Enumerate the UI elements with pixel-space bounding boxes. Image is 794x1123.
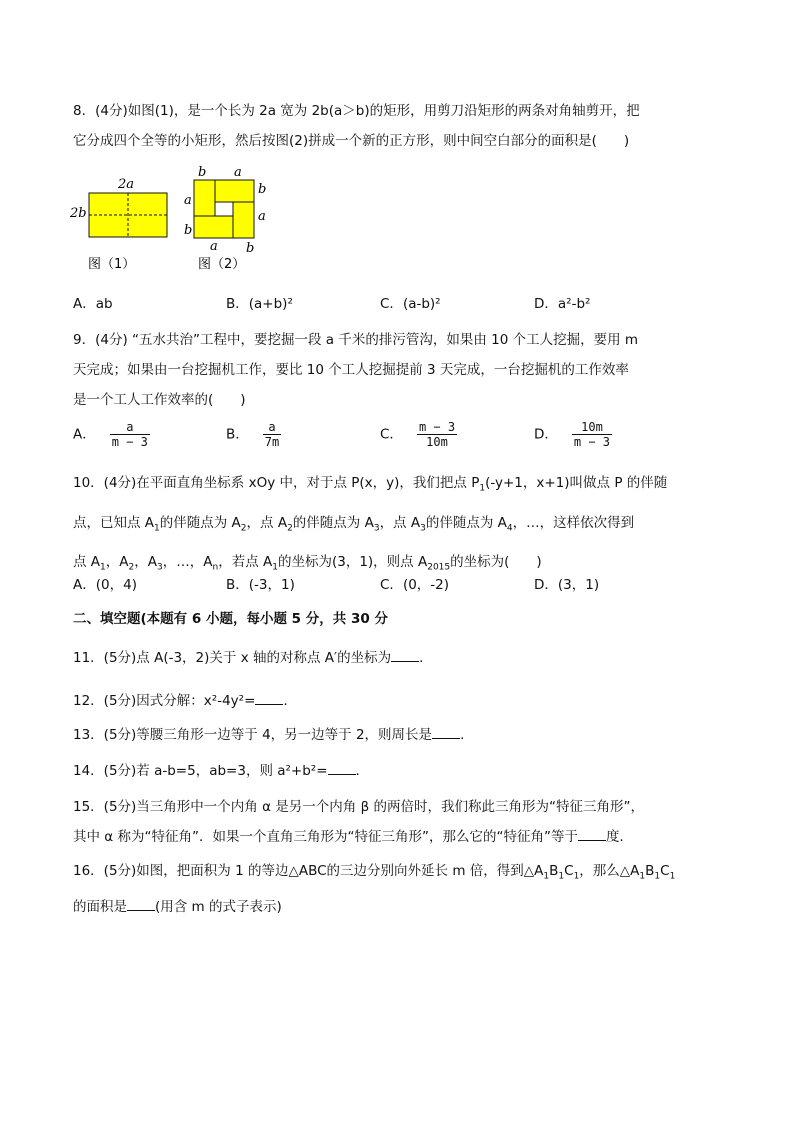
- q8-line2: 它分成四个全等的小矩形，然后按图(2)拼成一个新的正方形，则中间空白部分的面积是( ): [73, 133, 630, 149]
- q9-option-a[interactable]: [73, 420, 150, 449]
- fraction: [572, 420, 612, 449]
- numerator: a: [110, 420, 150, 435]
- question-16: [73, 856, 733, 922]
- option-text: (0，-2): [402, 577, 450, 593]
- answer-blank[interactable]: [328, 760, 356, 775]
- q9-option-c[interactable]: [380, 420, 457, 449]
- option-text: (0，4): [95, 577, 137, 593]
- fig2-label-b-bottom: b: [246, 241, 255, 256]
- option-letter: B．: [226, 577, 249, 593]
- fig2-label-a-right: a: [258, 209, 266, 224]
- question-11: [73, 643, 733, 673]
- q10-line3: 点 $A_1$，$A_2$，$A_3$，…，$A_n$，若点 $A_1$的坐标为(3，1)，则点 $A_{2015}$的坐标为( ): [73, 554, 542, 574]
- option-text: ab: [95, 296, 113, 312]
- option-letter: B．: [226, 296, 249, 312]
- question-8: [73, 96, 733, 156]
- option-text: (-3，1): [248, 577, 295, 593]
- q9-options: [73, 418, 733, 456]
- fig2-caption: 图（2）: [198, 257, 246, 272]
- q14-end: .: [355, 763, 360, 779]
- q11-text: 11．(5分)点 A(-3，2)关于 x 轴的对称点 A′的坐标为: [73, 650, 392, 666]
- denominator: m − 3: [573, 435, 611, 449]
- q10-option-b[interactable]: [226, 573, 295, 593]
- numerator: 10m: [572, 420, 612, 435]
- q10-option-d[interactable]: [534, 573, 599, 593]
- fig2-label-a-left: a: [184, 193, 192, 208]
- answer-blank[interactable]: [255, 690, 283, 705]
- fig2-label-b-left: b: [184, 223, 193, 238]
- fig2-label-b-right: b: [258, 182, 267, 197]
- q9-option-d[interactable]: [534, 420, 612, 449]
- q8-options: [73, 292, 733, 318]
- fig1-side-label: 2b: [70, 206, 87, 221]
- option-text: (3，1): [557, 577, 600, 593]
- q13-end: .: [460, 727, 465, 743]
- answer-blank[interactable]: [432, 724, 460, 739]
- q16-line1: 16．(5分)如图，把面积为 1 的等边△ABC的三边分别向外延长 m 倍，得到$\triangle A_1B_1C_1$，那么$\triangle A_1B_1C_1$: [73, 863, 676, 882]
- answer-blank[interactable]: [391, 647, 419, 662]
- answer-blank[interactable]: [127, 896, 155, 911]
- q8-option-b[interactable]: [226, 292, 293, 312]
- option-letter: B．: [226, 426, 249, 443]
- question-9: [73, 325, 733, 415]
- figure-1: [68, 172, 178, 280]
- denominator: m − 3: [111, 435, 148, 449]
- option-letter: C．: [380, 577, 403, 593]
- question-10: [73, 466, 733, 585]
- fraction: [417, 420, 457, 449]
- denominator: 7m: [264, 435, 280, 449]
- q8-option-c[interactable]: [380, 292, 441, 312]
- option-letter: C．: [380, 426, 403, 443]
- numerator: m − 3: [418, 420, 456, 434]
- fig2-center-hole: [215, 202, 233, 216]
- answer-blank[interactable]: [578, 826, 606, 841]
- q9-line1: 9．(4分) “五水共治”工程中，要挖掘一段 a 千米的排污管沟，如果由 10 个工人挖掘，要用 m: [73, 332, 639, 348]
- question-12: [73, 686, 733, 716]
- fig1-caption: 图（1）: [88, 257, 136, 272]
- q15-line2: 其中 α 称为“特征角”．如果一个直角三角形为“特征三角形”，那么它的“特征角”等于 度．: [73, 822, 733, 852]
- question-14: [73, 756, 733, 786]
- option-letter: D．: [534, 296, 558, 312]
- q9-option-b[interactable]: [226, 420, 281, 449]
- q10-line2: 点，已知点 $A_1$的伴随点为 $A_2$，点 $A_2$的伴随点为 $A_3$，点 $A_3$的伴随点为 $A_4$，…，这样依次得到: [73, 514, 635, 534]
- fraction: [110, 420, 150, 449]
- option-letter: D．: [534, 426, 558, 443]
- q8-option-d[interactable]: [534, 292, 590, 312]
- q12-end: .: [283, 693, 288, 709]
- q11-end: .: [419, 650, 424, 666]
- q15-line1: 15．(5分)当三角形中一个内角 α 是另一个内角 β 的两倍时，我们称此三角形为“特征三角形”，: [73, 799, 644, 815]
- q10-line1: 10．(4分)在平面直角坐标系 xOy 中，对于点 P(x，y)，我们把点 $P_1(-y+1$，x+1)叫做点 P 的伴随: [73, 475, 668, 494]
- option-letter: A．: [73, 577, 96, 593]
- q10-options: [73, 573, 733, 599]
- q9-line2: 天完成；如果由一台挖掘机工作，要比 10 个工人挖掘提前 3 天完成，一台挖掘机的工作效率: [73, 362, 629, 378]
- option-letter: A．: [73, 296, 96, 312]
- q10-option-c[interactable]: [380, 573, 449, 593]
- fig2-label-a-bottom: a: [210, 239, 218, 254]
- option-letter: C．: [380, 296, 403, 312]
- option-letter: A．: [73, 426, 96, 443]
- denominator: 10m: [426, 435, 448, 449]
- fig2-label-b-top: b: [198, 165, 207, 180]
- section-heading-fill-in: 二、填空题(本题有 6 小题，每小题 5 分，共 30 分: [73, 611, 388, 627]
- numerator: a: [263, 420, 281, 435]
- q8-option-a[interactable]: [73, 292, 113, 312]
- fig2-label-a-top: a: [234, 165, 242, 180]
- option-text: (a+b)²: [248, 296, 293, 312]
- q8-line1: 8．(4分)如图(1)，是一个长为 2a 宽为 2b(a＞b)的矩形，用剪刀沿矩形的两条对角轴剪开，把: [73, 103, 640, 119]
- option-letter: D．: [534, 577, 558, 593]
- q13-text: 13．(5分)等腰三角形一边等于 4，另一边等于 2，则周长是: [73, 727, 433, 743]
- q12-text: 12．(5分)因式分解：x²-4y²=: [73, 693, 256, 709]
- fig1-top-label: 2a: [118, 177, 135, 192]
- option-text: a²-b²: [557, 296, 591, 312]
- q10-option-a[interactable]: [73, 573, 137, 593]
- q9-line3: 是一个工人工作效率的( ): [73, 392, 246, 408]
- question-15: [73, 792, 733, 852]
- q14-text: 14．(5分)若 a-b=5，ab=3，则 a²+b²=: [73, 763, 328, 779]
- question-13: [73, 720, 733, 750]
- figure-2: [180, 162, 280, 280]
- fraction: [263, 420, 281, 449]
- option-text: (a-b)²: [402, 296, 441, 312]
- q16-line2: 的面积是 (用含 m 的式子表示): [73, 892, 733, 922]
